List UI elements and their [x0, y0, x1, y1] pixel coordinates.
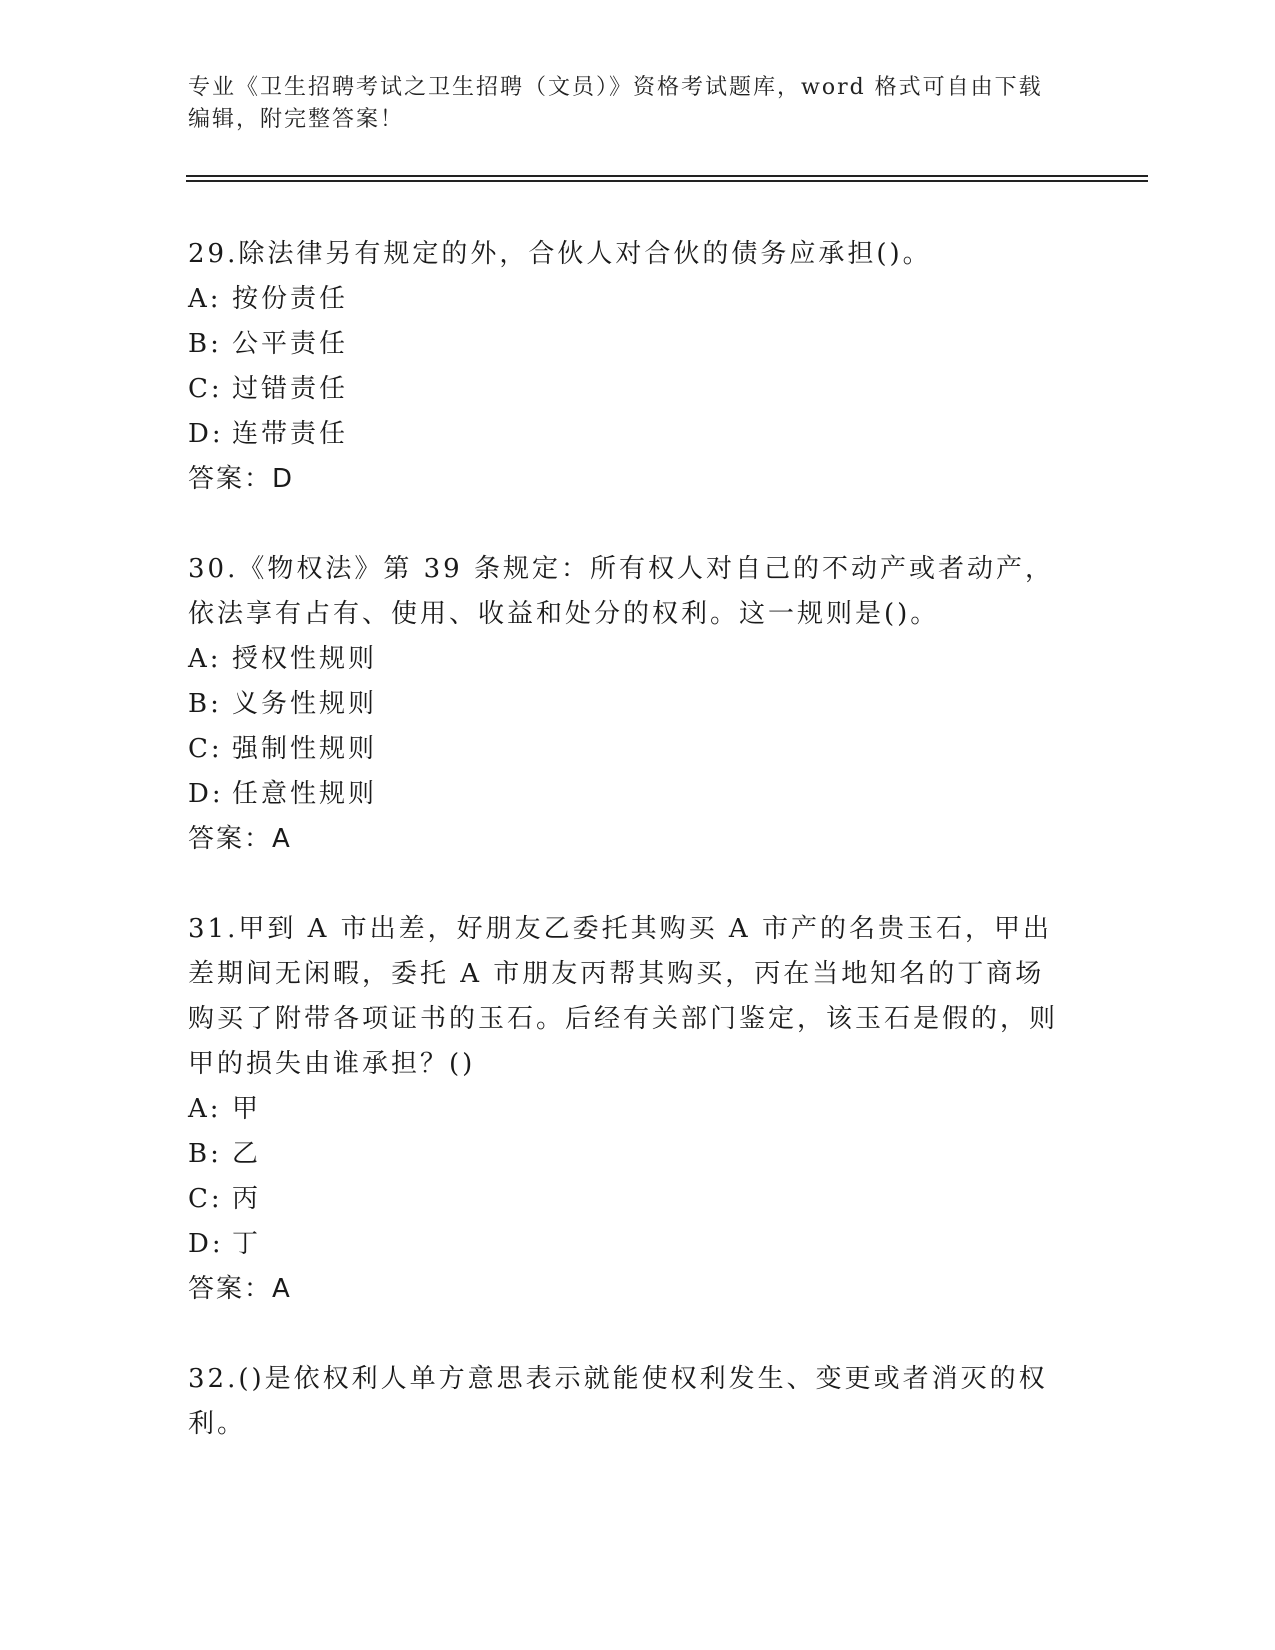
option-letter: B: [188, 689, 222, 719]
option-text: 义务性规则 [232, 689, 378, 719]
option-text: 甲 [232, 1094, 262, 1124]
header-line-2: 编辑，附完整答案！ [188, 107, 405, 132]
question-stem: 30.《物权法》第 39 条规定：所有权人对自己的不动产或者动产，依法享有占有、使用、收益和处分的权利。这一规则是()。 [188, 554, 1054, 629]
option-a [188, 277, 1068, 322]
question-31 [188, 907, 1068, 1312]
option-text: 过错责任 [232, 374, 349, 404]
option-text: 丙 [232, 1184, 262, 1214]
option-b [188, 322, 1068, 367]
option-letter: A: [188, 284, 222, 314]
option-letter: A: [188, 1094, 222, 1124]
question-30 [188, 547, 1068, 862]
option-a [188, 1087, 1068, 1132]
option-c [188, 367, 1068, 412]
option-letter: B: [188, 1139, 222, 1169]
question-stem: 32.()是依权利人单方意思表示就能使权利发生、变更或者消灭的权利。 [188, 1364, 1048, 1439]
option-letter: D: [188, 779, 224, 809]
question-32 [188, 1357, 1068, 1447]
question-list [188, 232, 1068, 1492]
header-line-1: 专业《卫生招聘考试之卫生招聘（文员）》资格考试题库，word 格式可自由下载 [188, 75, 1043, 100]
option-c [188, 727, 1068, 772]
option-letter: C: [188, 734, 223, 764]
option-text: 按份责任 [232, 284, 349, 314]
option-text: 丁 [232, 1229, 262, 1259]
answer-label: 答案：A [188, 824, 292, 854]
option-letter: C: [188, 374, 223, 404]
option-letter: D: [188, 1229, 224, 1259]
option-letter: C: [188, 1184, 223, 1214]
question-stem: 29.除法律另有规定的外，合伙人对合伙的债务应承担()。 [188, 239, 932, 269]
header-divider-bottom [186, 180, 1148, 182]
question-stem: 31.甲到 A 市出差，好朋友乙委托其购买 A 市产的名贵玉石，甲出差期间无闲暇，委托 A 市朋友丙帮其购买，丙在当地知名的丁商场购买了附带各项证书的玉石。后经有关部门鉴定，该玉石是假的，则甲的损失由谁承担？() [188, 914, 1059, 1079]
document-header [188, 72, 1068, 136]
option-text: 公平责任 [232, 329, 349, 359]
header-divider-top [186, 175, 1148, 177]
option-b [188, 1132, 1068, 1177]
option-d [188, 772, 1068, 817]
option-d [188, 412, 1068, 457]
option-text: 乙 [232, 1139, 262, 1169]
question-29 [188, 232, 1068, 502]
answer-label: 答案：D [188, 464, 295, 494]
option-letter: A: [188, 644, 222, 674]
option-letter: B: [188, 329, 222, 359]
option-text: 强制性规则 [232, 734, 378, 764]
option-letter: D: [188, 419, 224, 449]
answer-label: 答案：A [188, 1274, 292, 1304]
option-text: 授权性规则 [232, 644, 378, 674]
option-text: 连带责任 [232, 419, 349, 449]
option-b [188, 682, 1068, 727]
option-a [188, 637, 1068, 682]
option-c [188, 1177, 1068, 1222]
option-text: 任意性规则 [232, 779, 378, 809]
option-d [188, 1222, 1068, 1267]
